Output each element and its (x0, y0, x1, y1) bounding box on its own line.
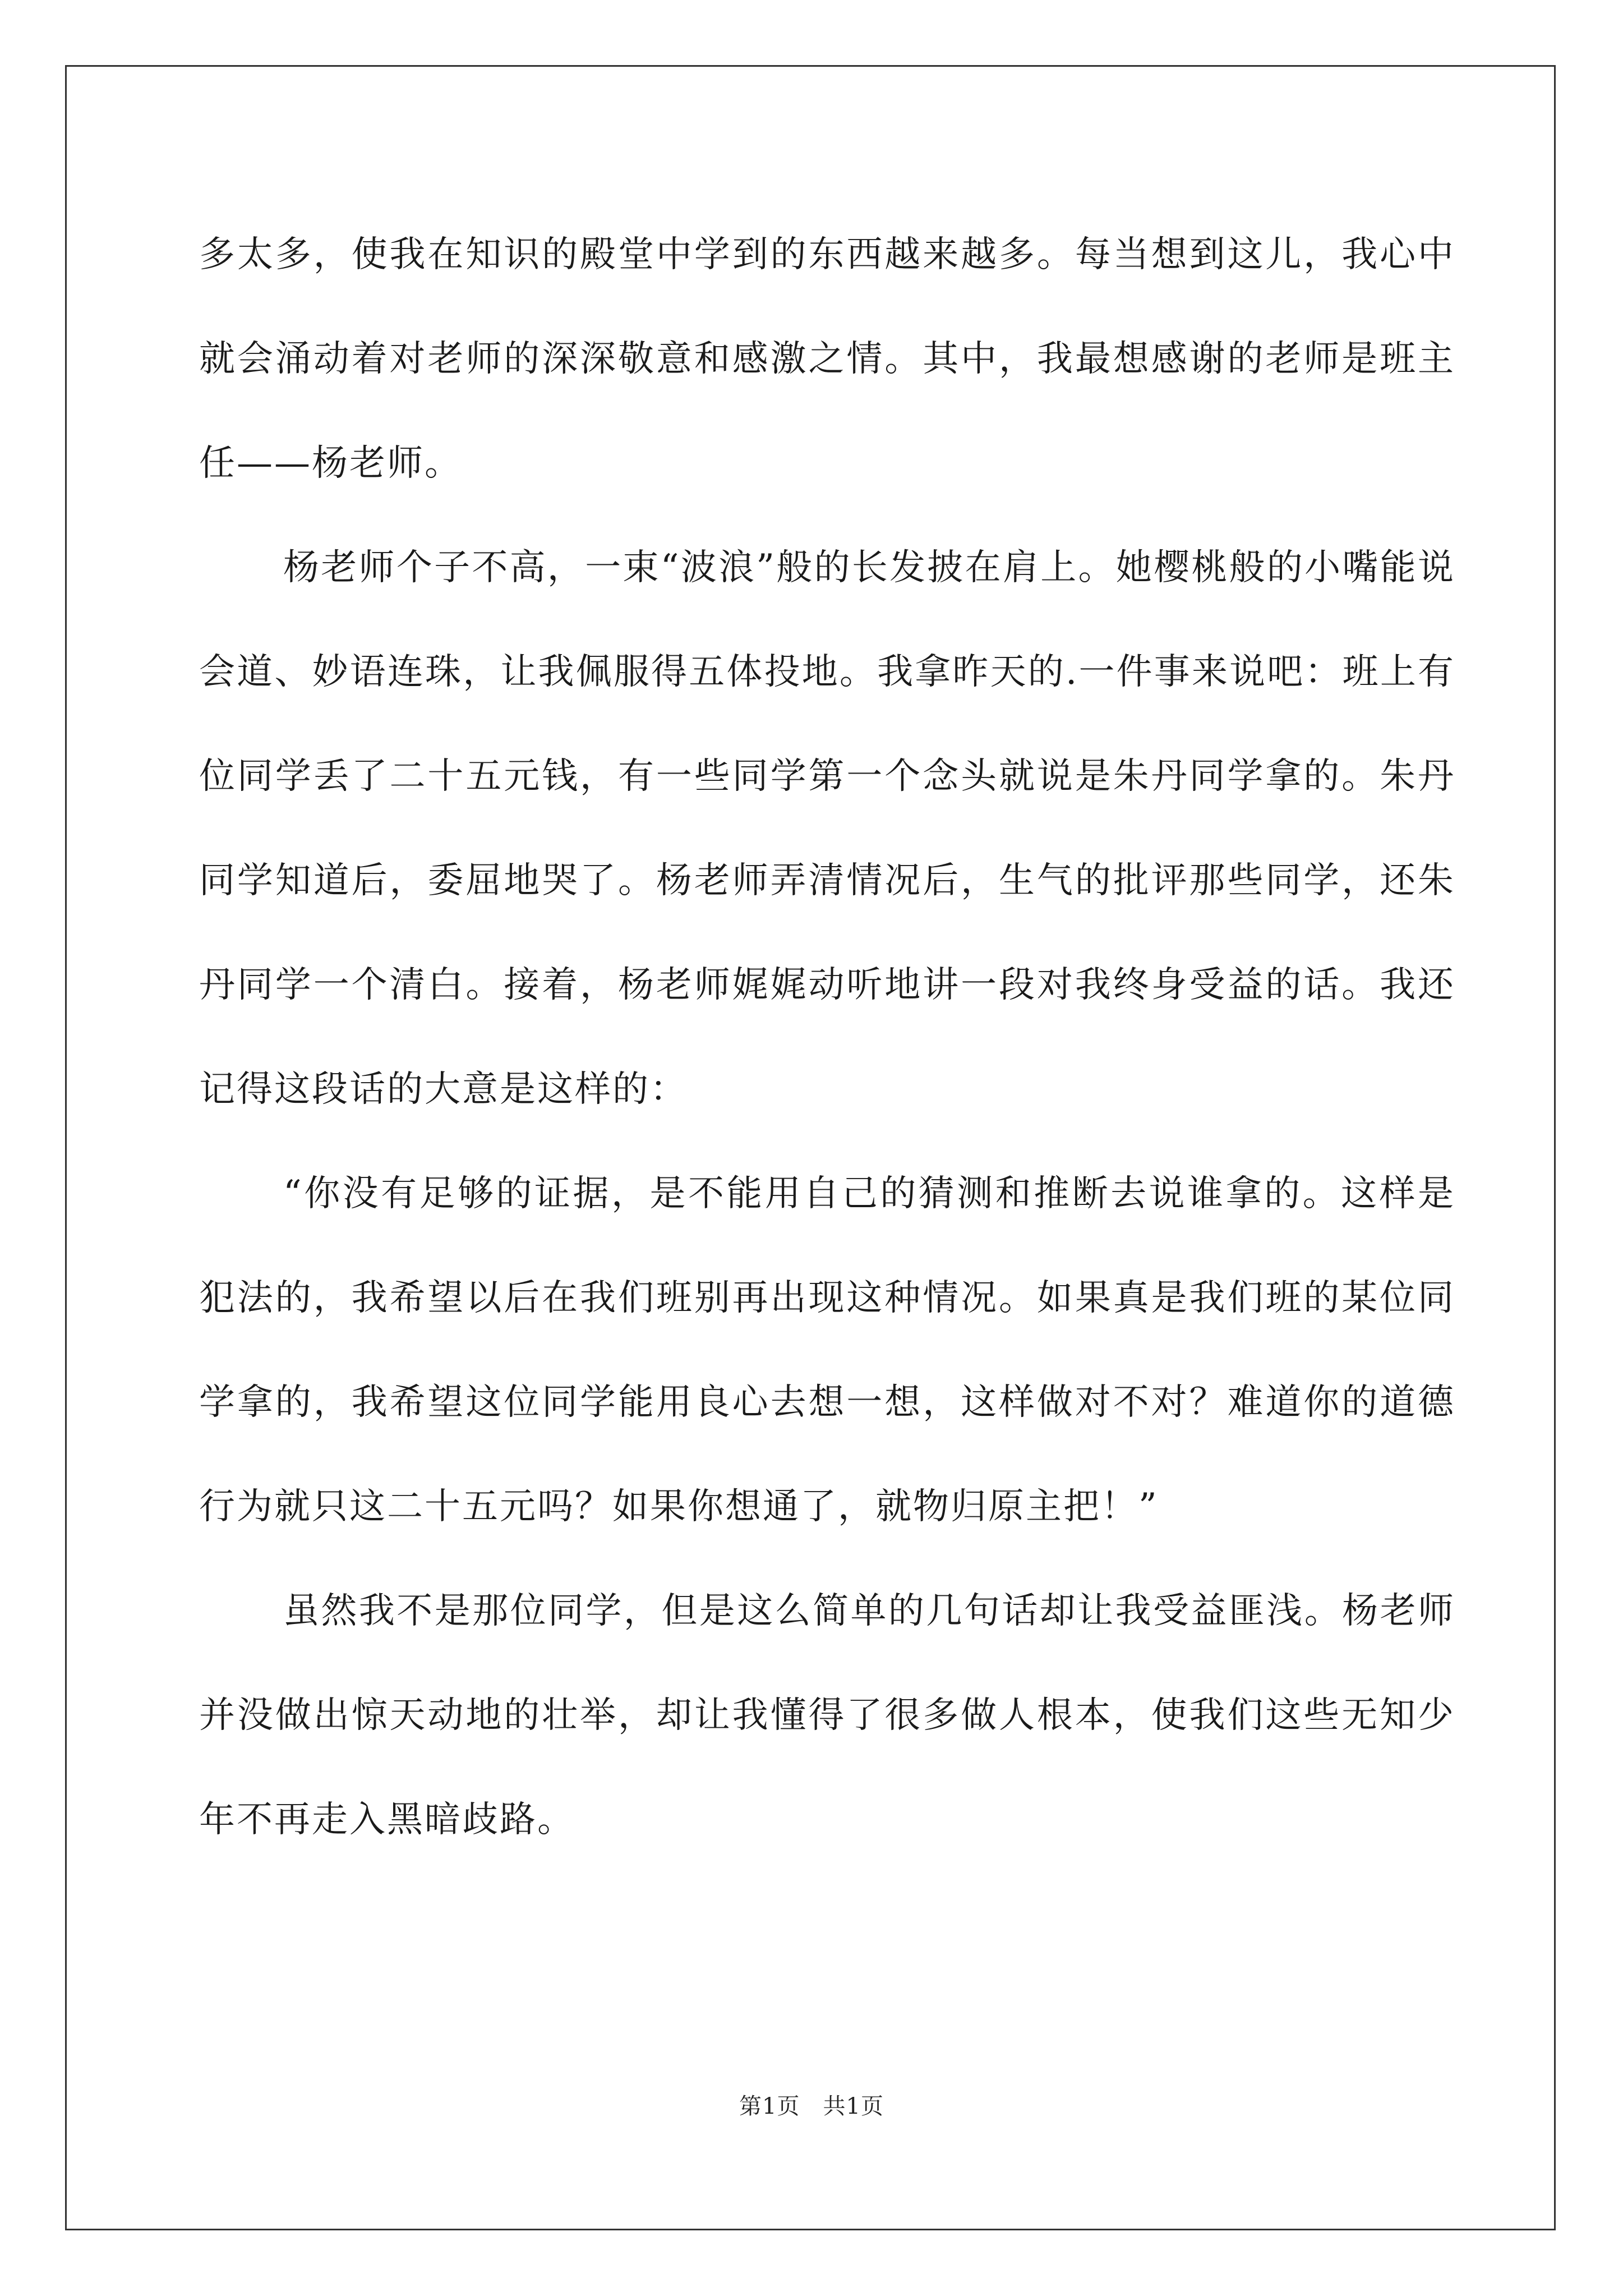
paragraph-4: 虽然我不是那位同学，但是这么简单的几句话却让我受益匪浅。杨老师并没做出惊天动地的壮举，却让我懂得了很多做人根本，使我们这些无知少年不再走入黑暗歧路。 (199, 1590, 1455, 1841)
paragraph-3: “你没有足够的证据，是不能用自己的猜测和推断去说谁拿的。这样是犯法的，我希望以后在我们班别再出现这种情况。如果真是我们班的某位同学拿的，我希望这位同学能用良心去想一想，这样做对不对？难道你的道德行为就只这二十五元吗？如果你想通了，就物归原主把！” (199, 1173, 1455, 1527)
document-body (199, 203, 1455, 1872)
paragraph-1: 多太多，使我在知识的殿堂中学到的东西越来越多。每当想到这儿，我心中就会涌动着对老师的深深敬意和感激之情。其中，我最想感谢的老师是班主任——杨老师。 (199, 234, 1455, 484)
page-footer: 第1页 共1页 (739, 2093, 884, 2119)
paragraph-2: 杨老师个子不高，一束“波浪”般的长发披在肩上。她樱桃般的小嘴能说会道、妙语连珠，让我佩服得五体投地。我拿昨天的.一件事来说吧：班上有位同学丢了二十五元钱，有一些同学第一个念头就说是朱丹同学拿的。朱丹同学知道后，委屈地哭了。杨老师弄清情况后，生气的批评那些同学，还朱丹同学一个清白。接着，杨老师娓娓动听地讲一段对我终身受益的话。我还记得这段话的大意是这样的： (199, 547, 1455, 1110)
